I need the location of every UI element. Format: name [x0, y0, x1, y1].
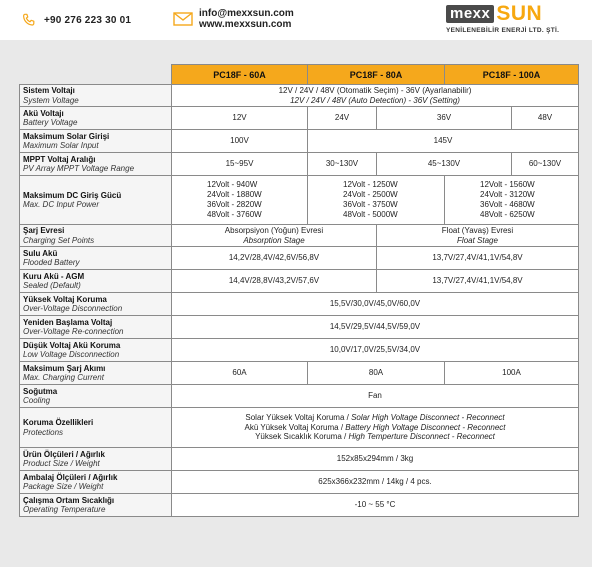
label-tr: Kuru Akü - AGM — [23, 271, 85, 281]
row-product-size — [20, 448, 579, 471]
row-label — [20, 339, 172, 362]
website-link[interactable]: www.mexxsun.com — [199, 19, 292, 30]
value-tr: Float (Yavaş) Evresi — [441, 226, 514, 235]
list-item: 12Volt - 1250W — [343, 180, 398, 190]
label-tr: Düşük Voltaj Akü Koruma — [23, 340, 121, 350]
model-header-80a: PC18F - 80A — [308, 65, 445, 85]
label-tr: Sulu Akü — [23, 248, 58, 258]
row-mppt-range — [20, 153, 579, 176]
row-label — [20, 247, 172, 270]
protection-line — [172, 413, 578, 423]
row-system-voltage — [20, 85, 579, 107]
label-en: Operating Temperature — [23, 505, 106, 514]
company-logo — [446, 3, 582, 39]
row-label — [20, 494, 172, 517]
label-tr: Akü Voltajı — [23, 108, 64, 118]
cell-value: 100V — [172, 130, 308, 153]
row-label — [20, 270, 172, 293]
row-over-voltage-disconnect — [20, 293, 579, 316]
label-tr: Çalışma Ortam Sıcaklığı — [23, 495, 115, 505]
web-contact — [173, 8, 294, 30]
model-header-100a: PC18F - 100A — [445, 65, 579, 85]
row-label — [20, 153, 172, 176]
list-item: 36Volt - 3750W — [343, 200, 398, 209]
dc-power-100a — [445, 176, 579, 225]
logo-mexx: mexx — [446, 5, 494, 23]
row-label — [20, 176, 172, 225]
cell-value: 14,4V/28,8V/43,2V/57,6V — [172, 270, 377, 293]
label-en: Flooded Battery — [23, 258, 80, 267]
list-item: 12Volt - 1560W — [480, 180, 535, 190]
cell-value: 13,7V/27,4V/41,1V/54,8V — [377, 270, 579, 293]
protection-en: Solar High Voltage Disconnect - Reconnect — [351, 413, 505, 423]
cell-value: -10 ~ 55 °C — [172, 494, 579, 517]
label-tr: Şarj Evresi — [23, 226, 65, 235]
value-en: Float Stage — [457, 235, 498, 245]
cell-value: 80A — [308, 362, 445, 385]
label-tr: Sistem Voltajı — [23, 86, 75, 95]
value-tr: 12V / 24V / 48V (Otomatik Seçim) - 36V (Ayarlanabilir) — [278, 86, 472, 95]
float-stage-header — [377, 225, 579, 247]
header-corner — [20, 65, 172, 85]
label-en: Cooling — [23, 396, 51, 405]
cell-value: 14,5V/29,5V/44,5V/59,0V — [172, 316, 579, 339]
label-tr: MPPT Voltaj Aralığı — [23, 154, 96, 164]
cell-value: 60~130V — [512, 153, 579, 176]
row-label — [20, 107, 172, 130]
row-low-voltage-disconnect — [20, 339, 579, 362]
row-label — [20, 293, 172, 316]
row-label — [20, 471, 172, 494]
cell-value: 145V — [308, 130, 579, 153]
label-en: PV Array MPPT Voltage Range — [23, 164, 135, 173]
label-en: Protections — [23, 427, 64, 437]
label-tr: Yüksek Voltaj Koruma — [23, 294, 107, 304]
protection-tr: Yüksek Sıcaklık Koruma / — [255, 432, 349, 442]
row-max-solar-input — [20, 130, 579, 153]
row-label — [20, 225, 172, 247]
system-voltage-value — [172, 85, 579, 107]
model-header-60a: PC18F - 60A — [172, 65, 308, 85]
row-flooded-battery — [20, 247, 579, 270]
label-en: Sealed (Default) — [23, 281, 81, 290]
row-max-dc-input — [20, 176, 579, 225]
row-over-voltage-reconnect — [20, 316, 579, 339]
row-operating-temperature — [20, 494, 579, 517]
dc-power-60a — [172, 176, 308, 225]
cell-value: 100A — [445, 362, 579, 385]
label-en: Over-Voltage Disconnection — [23, 304, 123, 313]
cell-value: 30~130V — [308, 153, 377, 176]
list-item: 48Volt - 5000W — [343, 209, 398, 219]
phone-number: +90 276 223 30 01 — [44, 14, 132, 26]
spec-panel — [0, 40, 592, 567]
dc-power-80a — [308, 176, 445, 225]
label-tr: Ürün Ölçüleri / Ağırlık — [23, 449, 105, 459]
row-max-charging-current — [20, 362, 579, 385]
list-item: 36Volt - 4680W — [480, 200, 535, 209]
row-label — [20, 85, 172, 107]
cell-value: 24V — [308, 107, 377, 130]
logo-subtitle: YENİLENEBİLİR ENERJİ LTD. ŞTİ. — [446, 27, 560, 34]
phone-icon — [22, 13, 36, 27]
list-item: 24Volt - 2500W — [343, 190, 398, 200]
label-tr: Maksimum Şarj Akımı — [23, 363, 106, 373]
protection-line — [172, 423, 578, 433]
label-tr: Koruma Özellikleri — [23, 418, 94, 427]
list-item: 36Volt - 2820W — [207, 200, 262, 209]
cell-value: 36V — [377, 107, 512, 130]
cell-value: 152x85x294mm / 3kg — [172, 448, 579, 471]
cell-value: 45~130V — [377, 153, 512, 176]
cell-value: 60A — [172, 362, 308, 385]
row-label — [20, 316, 172, 339]
label-tr: Maksimum Solar Girişi — [23, 131, 110, 141]
value-en: Absorption Stage — [243, 235, 305, 245]
cell-value: 625x366x232mm / 14kg / 4 pcs. — [172, 471, 579, 494]
cell-value: 12V — [172, 107, 308, 130]
row-charging-stages — [20, 225, 579, 247]
row-label — [20, 130, 172, 153]
value-tr: Absorpsiyon (Yoğun) Evresi — [224, 226, 324, 235]
protection-en: Battery High Voltage Disconnect - Reconnect — [345, 422, 506, 432]
protection-tr: Solar Yüksek Voltaj Koruma / — [245, 413, 352, 423]
label-en: Battery Voltage — [23, 118, 78, 127]
header-bar — [0, 0, 592, 40]
protection-tr: Akü Yüksek Voltaj Koruma / — [244, 422, 346, 432]
row-protections — [20, 408, 579, 448]
label-en: Max. DC Input Power — [23, 200, 100, 209]
value-en: 12V / 24V / 48V (Auto Detection) - 36V (Setting) — [290, 95, 460, 105]
cell-value: 10,0V/17,0V/25,5V/34,0V — [172, 339, 579, 362]
protection-line — [172, 432, 578, 442]
label-en: Over-Voltage Re-connection — [23, 327, 124, 336]
protections-value — [172, 408, 579, 448]
label-en: Max. Charging Current — [23, 373, 104, 382]
cell-value: 14,2V/28,4V/42,6V/56,8V — [172, 247, 377, 270]
row-package-size — [20, 471, 579, 494]
mail-icon — [173, 12, 193, 26]
protection-en: High Temperture Disconnect - Reconnect — [348, 432, 495, 442]
cell-value: Fan — [172, 385, 579, 408]
logo-sun: SUN — [496, 2, 543, 25]
row-cooling — [20, 385, 579, 408]
label-en: Low Voltage Disconnection — [23, 350, 120, 359]
label-tr: Yeniden Başlama Voltaj — [23, 317, 113, 327]
label-en: Package Size / Weight — [23, 482, 104, 491]
row-label — [20, 408, 172, 448]
list-item: 12Volt - 940W — [207, 180, 258, 190]
label-en: Charging Set Points — [23, 235, 95, 245]
list-item: 24Volt - 3120W — [480, 190, 535, 200]
row-label — [20, 362, 172, 385]
list-item: 48Volt - 3760W — [207, 209, 262, 219]
cell-value: 15,5V/30,0V/45,0V/60,0V — [172, 293, 579, 316]
row-battery-voltage — [20, 107, 579, 130]
label-tr: Maksimum DC Giriş Gücü — [23, 190, 122, 200]
cell-value: 13,7V/27,4V/41,1V/54,8V — [377, 247, 579, 270]
spec-table — [19, 64, 579, 517]
label-tr: Soğutma — [23, 386, 58, 396]
cell-value: 48V — [512, 107, 579, 130]
cell-value: 15~95V — [172, 153, 308, 176]
row-label — [20, 448, 172, 471]
email-link[interactable]: info@mexxsun.com — [199, 8, 294, 19]
label-tr: Ambalaj Ölçüleri / Ağırlık — [23, 472, 118, 482]
label-en: Maximum Solar Input — [23, 141, 99, 150]
model-header-row — [20, 65, 579, 85]
phone-contact[interactable] — [22, 9, 131, 31]
label-en: System Voltage — [23, 95, 79, 105]
absorption-stage-header — [172, 225, 377, 247]
row-sealed-battery — [20, 270, 579, 293]
label-en: Product Size / Weight — [23, 459, 100, 468]
list-item: 48Volt - 6250W — [480, 209, 535, 219]
row-label — [20, 385, 172, 408]
list-item: 24Volt - 1880W — [207, 190, 262, 200]
